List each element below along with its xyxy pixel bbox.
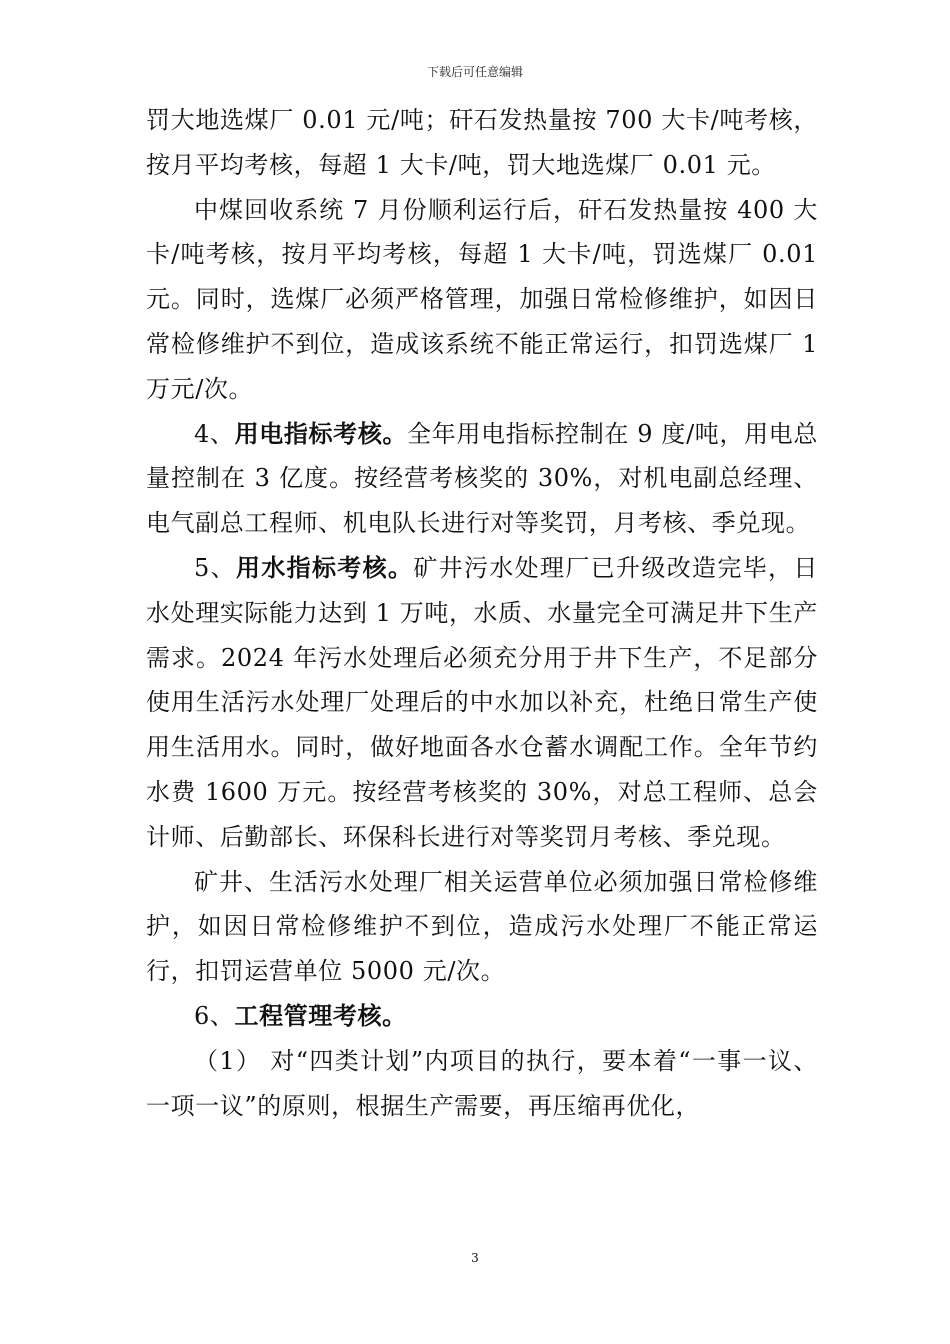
paragraph-electricity-assessment [146,412,818,546]
section-heading: 用电指标考核。 [234,418,408,448]
page-header: 下载后可任意编辑 [426,65,523,79]
paragraph-gangue-heat-value: 罚大地选煤厂 0.01 元/吨；矸石发热量按 700 大卡/吨考核，按月平均考核，每超 1 大卡/吨，罚大地选煤厂 0.01 元。 [146,106,818,179]
section-text: 矿井污水处理厂已升级改造完毕，日水处理实际能力达到 1 万吨，水质、水量完全可满足井下生产需求。2024 年污水处理后必须充分用于井下生产，不足部分使用生活污水处理厂处理后的中水加以补充，杜绝日常生产使用生活用水。同时，做好地面各水仓蓄水调配工作。全年节约水费 1600 万元。按经营考核奖的 30%，对总工程师、总会计师、后勤部长、环保科长进行对等奖罚月考核、季兑现。 [146,553,818,851]
paragraph-four-plan-projects: （1） 对“四类计划”内项目的执行，要本着“一事一议、一项一议”的原则，根据生产需要，再压缩再优化， [146,1046,818,1120]
section-number: 6、 [194,1001,235,1030]
page-number: 3 [471,1251,479,1265]
section-number: 5、 [194,553,236,582]
paragraph-engineering-assessment [146,994,818,1039]
section-heading: 用水指标考核。 [235,552,414,582]
paragraph-middling-recovery: 中煤回收系统 7 月份顺利运行后，矸石发热量按 400 大卡/吨考核，按月平均考核，每超 1 大卡/吨，罚选煤厂 0.01 元。同时，选煤厂必须严格管理，加强日常检修维护，如因日常检修维护不到位，造成该系统不能正常运行，扣罚选煤厂 1 万元/次。 [146,195,818,403]
paragraph-water-assessment [146,546,818,860]
section-number: 4、 [194,419,235,448]
section-text: 全年用电指标控制在 9 度/吨，用电总量控制在 3 亿度。按经营考核奖的 30%，对机电副总经理、电气副总工程师、机电队长进行对等奖罚，月考核、季兑现。 [146,419,819,538]
document-body [146,98,818,1128]
section-heading: 工程管理考核。 [234,1000,407,1030]
paragraph-wastewater-maintenance: 矿井、生活污水处理厂相关运营单位必须加强日常检修维护，如因日常检修维护不到位，造成污水处理厂不能正常运行，扣罚运营单位 5000 元/次。 [146,867,818,986]
